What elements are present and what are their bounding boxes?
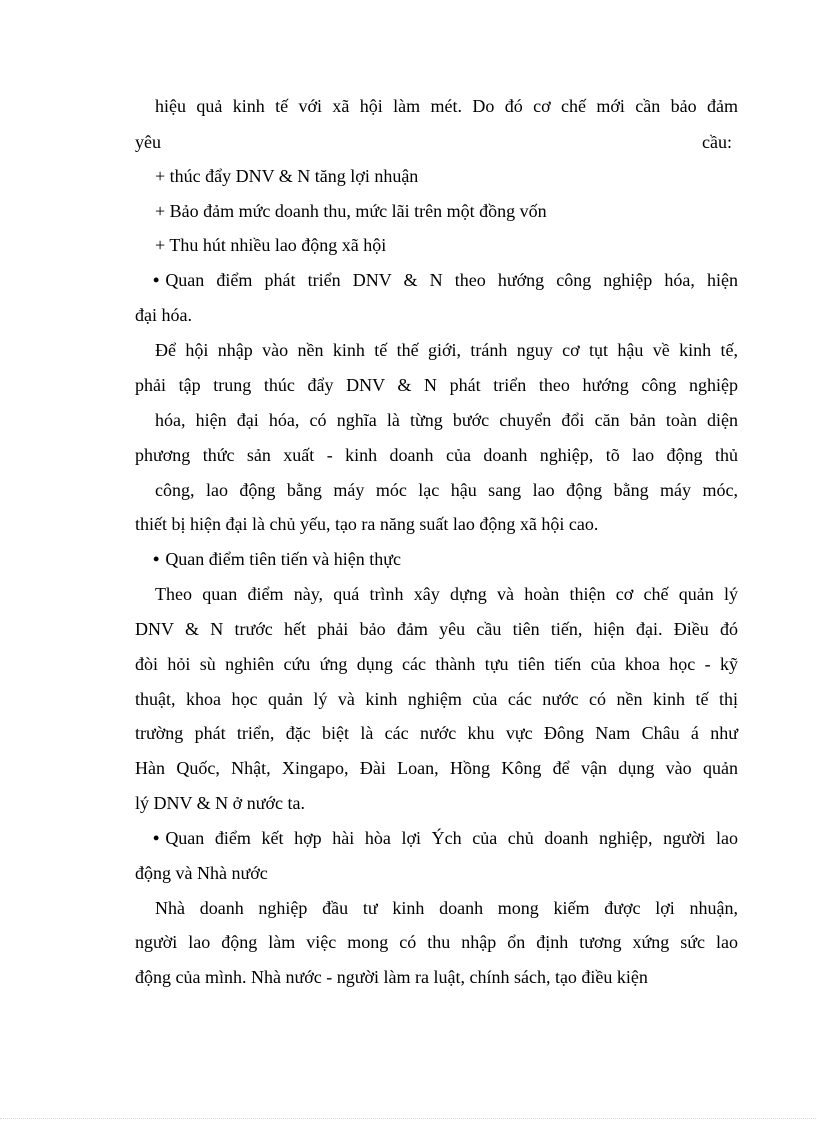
text-line: Theo quan điểm này, quá trình xây dựng và hoàn thiện cơ chế quản lý [155,584,738,604]
bullet-heading [153,547,738,571]
list-item: + thúc đẩy DNV & N tăng lợi nhuận [155,166,419,186]
text-line: hóa, hiện đại hóa, có nghĩa là từng bước chuyển đổi căn bản toàn diện [155,410,738,430]
text-line: người lao động làm việc mong có thu nhập ổn định tương xứng sức lao [135,932,738,952]
text-line: đòi hỏi sù nghiên cứu ứng dụng các thành tựu tiên tiến của khoa học - kỹ [135,654,738,674]
text-line: trường phát triển, đặc biệt là các nước khu vực Đông Nam Châu á như [135,723,738,743]
text-line: Để hội nhập vào nền kinh tế thế giới, tránh nguy cơ tụt hậu về kinh tế, [155,340,738,360]
list-item: + Thu hút nhiều lao động xã hội [155,235,387,255]
text-line: động của mình. Nhà nước - người làm ra luật, chính sách, tạo điều kiện [135,967,648,987]
text-line: phải tập trung thúc đẩy DNV & N phát triển theo hướng công nghiệp [135,375,738,395]
text-line: công, lao động bằng máy móc lạc hậu sang lao động bằng máy móc, [155,480,738,500]
page-bottom-edge [0,1118,816,1119]
bullet-heading [153,268,738,292]
text-line: thuật, khoa học quản lý và kinh nghiệm của các nước có nền kinh tế thị [135,689,738,709]
bullet-icon: • [153,270,160,290]
bullet-heading [153,826,738,850]
bullet-text: Quan điểm kết hợp hài hòa lợi Ých của chủ doanh nghiệp, người lao [165,828,738,848]
text-line: yêu [135,132,161,152]
text-line: Hàn Quốc, Nhật, Xingapo, Đài Loan, Hồng Kông để vận dụng vào quản [135,758,738,778]
bullet-icon: • [153,549,160,569]
text-line: thiết bị hiện đại là chủ yếu, tạo ra năng suất lao động xã hội cao. [135,514,599,534]
text-line: DNV & N trước hết phải bảo đảm yêu cầu tiên tiến, hiện đại. Điều đó [135,619,738,639]
text-line: Nhà doanh nghiệp đầu tư kinh doanh mong kiếm được lợi nhuận, [155,898,738,918]
text-line: đại hóa. [135,305,192,325]
list-item: + Bảo đảm mức doanh thu, mức lãi trên một đồng vốn [155,201,547,221]
bullet-text: Quan điểm tiên tiến và hiện thực [165,549,401,569]
text-line: lý DNV & N ở nước ta. [135,793,305,813]
text-line: cầu: [702,132,732,152]
text-line: hiệu quả kinh tế với xã hội làm mét. Do đó cơ chế mới cần bảo đảm [155,96,738,116]
text-line: động và Nhà nước [135,863,268,883]
bullet-icon: • [153,828,160,848]
text-line: phương thức sản xuất - kinh doanh của doanh nghiệp, tõ lao động thủ [135,445,738,465]
bullet-text: Quan điểm phát triển DNV & N theo hướng công nghiệp hóa, hiện [165,270,738,290]
